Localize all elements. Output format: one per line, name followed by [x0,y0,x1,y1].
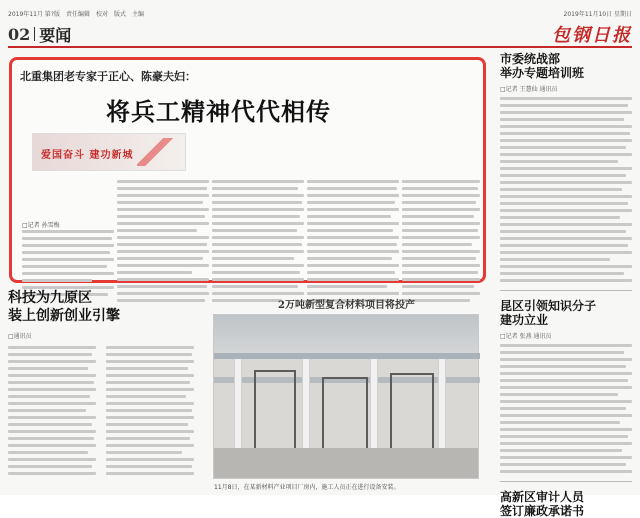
text-column [8,346,96,479]
newspaper-logo: 包钢日报 [552,25,632,46]
feature-byline: □记者 孙雪梅 [22,222,60,229]
side-title-line: 市委统战部 [500,52,561,66]
feature-banner-image [32,133,186,171]
top-meta-item: 版式 [114,10,127,18]
side-article-3-title [500,490,632,518]
text-column [402,180,480,306]
top-meta-bar [8,6,632,20]
top-meta-item: 2019年11月 第?版 [8,10,60,18]
masthead [8,22,632,48]
photo-floor [214,448,478,478]
factory-photo [213,314,479,479]
section-title: 要闻 [39,25,72,45]
side-article-1-body [500,97,632,282]
bottom-left-columns [8,346,193,479]
top-meta-right: 2019年11月10日 星期日 [563,10,632,18]
section-divider [34,27,35,41]
text-column [117,180,209,306]
section-label [8,23,71,46]
side-article-1-byline: □记者 王慧仙 通讯员 [500,86,558,93]
bottom-left-byline: □通讯员 [8,333,32,340]
scaffold-rack [254,370,296,452]
side-article-2-byline: □记者 张燕 通讯员 [500,333,552,340]
side-article-1-title [500,52,632,80]
side-article-2-title [500,299,632,327]
bottom-left-article[interactable] [8,289,193,495]
photo-pillar [438,359,446,452]
side-article-3[interactable] [500,490,632,518]
photo-title: 2万吨新型复合材料项目将投产 [278,300,415,311]
bottom-left-headline-line: 科技为九原区 [8,290,92,306]
side-article-2-body [500,344,632,473]
bottom-left-headline [8,289,193,325]
side-title-line: 昆区引领知识分子 [500,299,597,313]
side-separator [500,290,632,291]
banner-text: 爱国奋斗 建功新城 [41,150,134,161]
feature-article[interactable] [9,57,486,283]
side-title-line: 高新区审计人员 [500,490,585,504]
side-title-line: 举办专题培训班 [500,66,585,80]
side-article-1[interactable] [500,52,632,282]
text-column [212,180,304,306]
photo-pillar [234,359,242,452]
side-separator [500,481,632,482]
side-article-2[interactable] [500,299,632,473]
photo-caption: 11月8日，在某新材料产业项目厂房内，施工人员正在进行设备安装。 [214,484,400,491]
feature-headline: 将兵工精神代代相传 [106,97,331,126]
top-meta-item: 责任编辑 [66,10,91,18]
top-meta-item: 校对 [96,10,109,18]
side-title-line: 签订廉政承诺书 [500,504,585,518]
photo-pillar [302,359,310,452]
photo-roof [214,315,478,353]
side-title-line: 建功立业 [500,313,549,327]
top-meta-left [8,9,144,18]
text-column [307,180,399,306]
text-column [106,346,194,479]
scaffold-rack [390,373,434,451]
right-news-column [500,52,632,518]
scaffold-rack [322,377,368,451]
feature-kicker: 北重集团老专家于正心、陈豪夫妇： [20,70,196,83]
banner-decoration [137,138,175,166]
top-meta-item: 主编 [132,10,145,18]
photo-pillar [370,359,378,452]
bottom-left-headline-line: 装上创新创业引擎 [8,308,120,324]
section-number: 02 [8,24,31,44]
